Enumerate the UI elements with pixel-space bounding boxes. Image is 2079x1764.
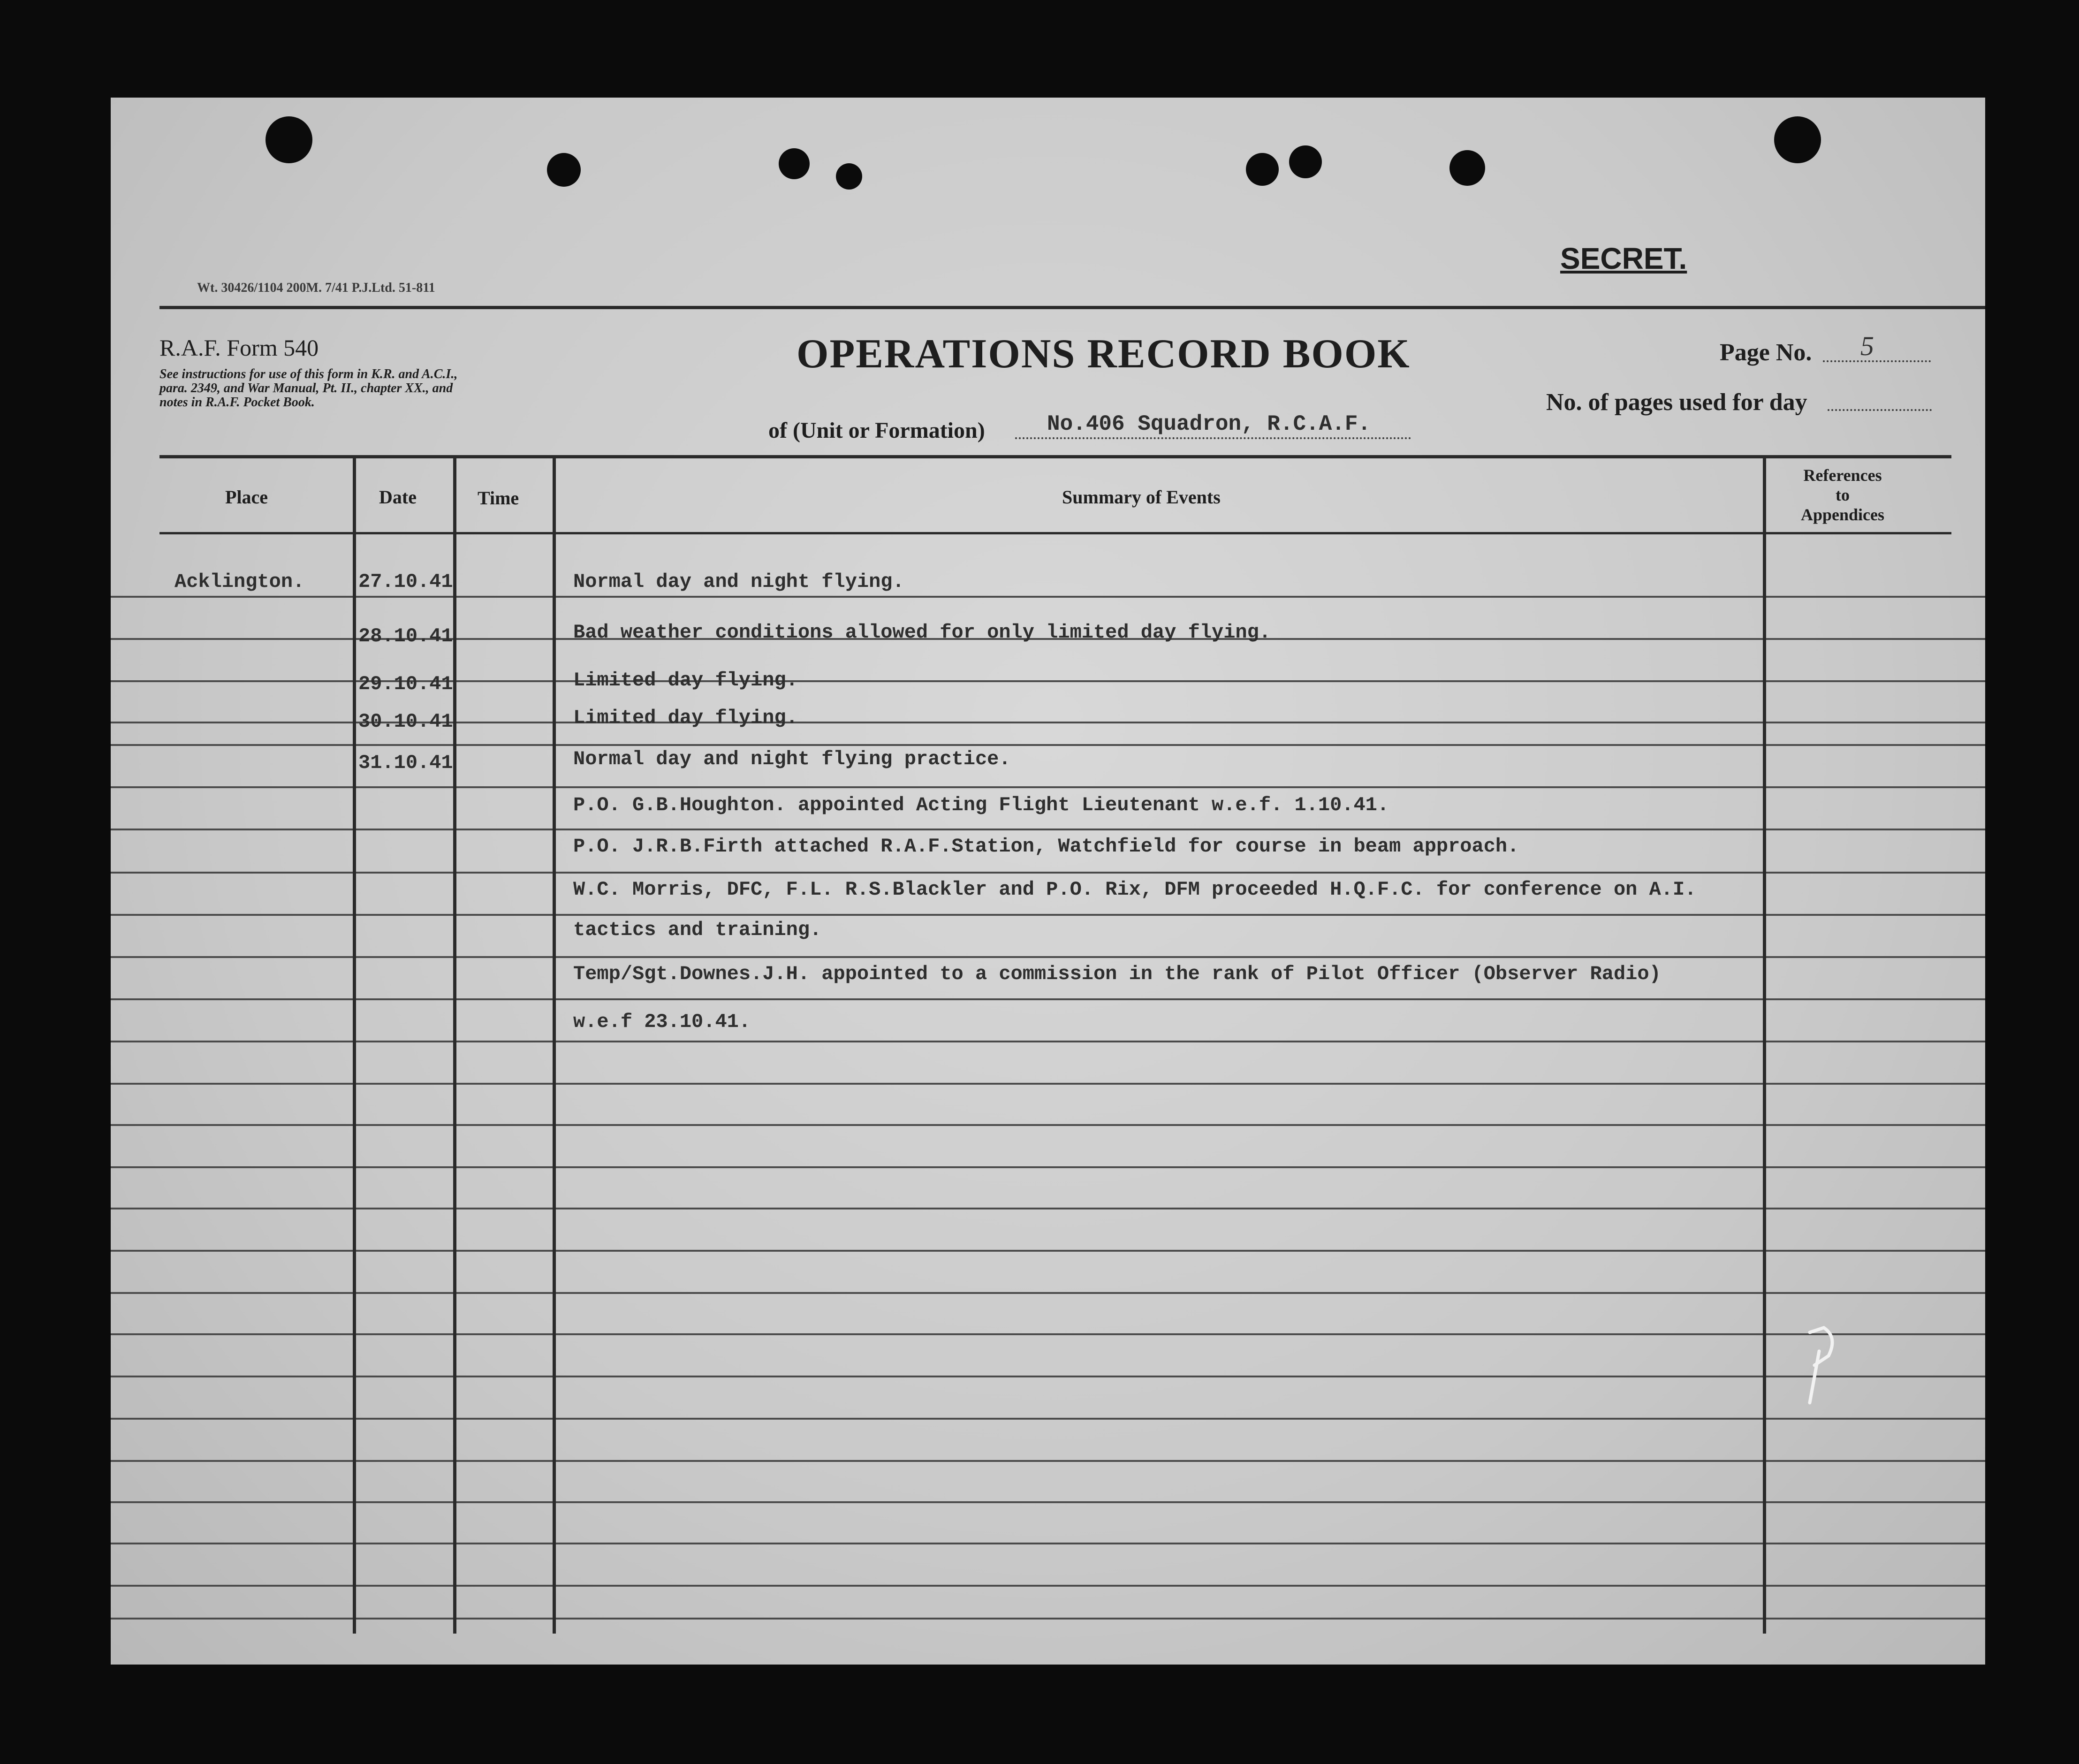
ruled-line <box>111 1041 1985 1042</box>
ruled-line <box>111 1124 1985 1126</box>
handwritten-mark-icon <box>1796 1323 1852 1407</box>
page-title: OPERATIONS RECORD BOOK <box>797 331 1411 377</box>
entry-summary: P.O. J.R.B.Firth attached R.A.F.Station, Watchfield for course in beam approach. <box>573 835 1519 858</box>
punch-hole <box>779 148 810 179</box>
ruled-line <box>111 1376 1985 1377</box>
header-bottom-rule <box>159 532 1951 534</box>
entry-date: 31.10.41 <box>358 752 453 774</box>
instructions-line: notes in R.A.F. Pocket Book. <box>159 395 315 410</box>
ruled-line <box>111 786 1985 788</box>
column-divider <box>453 455 456 1634</box>
entry-date: 28.10.41 <box>358 625 453 647</box>
printer-line: Wt. 30426/1104 200M. 7/41 P.J.Ltd. 51-811 <box>197 281 435 295</box>
ruled-line <box>111 1250 1985 1252</box>
form-sheet <box>111 98 1985 1665</box>
entry-summary: Bad weather conditions allowed for only limited day flying. <box>573 621 1271 644</box>
column-divider <box>553 455 556 1634</box>
punch-hole <box>266 116 312 163</box>
ruled-line <box>111 1460 1985 1462</box>
entry-date: 30.10.41 <box>358 710 453 733</box>
unit-line <box>1015 437 1411 439</box>
punch-hole <box>1246 153 1279 186</box>
ruled-line <box>111 1418 1985 1420</box>
form-number: R.A.F. Form 540 <box>159 335 319 361</box>
column-header-references: References to Appendices <box>1800 466 1885 524</box>
ruled-line <box>111 1543 1985 1544</box>
instructions-line: See instructions for use of this form in K.R. and A.C.I., <box>159 367 458 381</box>
column-header-time: Time <box>478 487 519 509</box>
page-no-label: Page No. <box>1720 339 1812 366</box>
ruled-line <box>111 1292 1985 1294</box>
column-divider <box>353 455 356 1634</box>
ruled-line <box>111 1501 1985 1503</box>
ruled-line <box>111 1166 1985 1168</box>
pages-used-line <box>1828 409 1932 411</box>
ruled-line <box>111 998 1985 1000</box>
secret-classification: SECRET. <box>1560 242 1687 275</box>
punch-hole <box>547 153 581 187</box>
table-top-rule <box>159 455 1951 458</box>
ruled-line <box>111 829 1985 830</box>
punch-hole <box>1289 145 1322 178</box>
entry-place: Acklington. <box>175 570 305 593</box>
entry-summary: P.O. G.B.Houghton. appointed Acting Flight Lieutenant w.e.f. 1.10.41. <box>573 794 1389 816</box>
ruled-line <box>111 744 1985 746</box>
ruled-line <box>111 596 1985 598</box>
column-header-summary: Summary of Events <box>1062 487 1221 508</box>
entry-summary: Temp/Sgt.Downes.J.H. appointed to a commission in the rank of Pilot Officer (Observer Radio) <box>573 963 1661 985</box>
punch-hole <box>836 163 862 190</box>
punch-hole <box>1774 116 1821 163</box>
entry-summary: Normal day and night flying practice. <box>573 748 1011 770</box>
entry-summary: W.C. Morris, DFC, F.L. R.S.Blackler and P.O. Rix, DFM proceeded H.Q.F.C. for conference on A.I. <box>573 878 1697 901</box>
ruled-line <box>111 914 1985 916</box>
ruled-line <box>111 1333 1985 1335</box>
entry-date: 29.10.41 <box>358 673 453 695</box>
ruled-line <box>111 1585 1985 1587</box>
column-header-date: Date <box>379 487 417 508</box>
punch-hole <box>1449 150 1485 186</box>
ruled-line <box>111 1208 1985 1209</box>
ruled-line <box>111 956 1985 958</box>
page-no-value: 5 <box>1860 331 1874 361</box>
ruled-line <box>111 872 1985 874</box>
column-header-place: Place <box>225 487 268 508</box>
ruled-line <box>111 1618 1985 1620</box>
column-divider <box>1763 455 1766 1634</box>
entry-summary: Limited day flying. <box>573 669 798 692</box>
unit-label: of (Unit or Formation) <box>768 418 985 443</box>
entry-date: 27.10.41 <box>358 570 453 593</box>
entry-summary: tactics and training. <box>573 919 822 941</box>
entry-summary: Limited day flying. <box>573 707 798 729</box>
unit-value: No.406 Squadron, R.C.A.F. <box>1047 412 1371 436</box>
header-top-rule <box>159 306 1985 309</box>
entry-summary: w.e.f 23.10.41. <box>573 1011 751 1033</box>
ruled-line <box>111 1083 1985 1085</box>
page-no-line <box>1823 360 1931 362</box>
pages-used-label: No. of pages used for day <box>1546 389 1807 416</box>
entry-summary: Normal day and night flying. <box>573 570 904 593</box>
instructions-line: para. 2349, and War Manual, Pt. II., chapter XX., and <box>159 381 453 395</box>
